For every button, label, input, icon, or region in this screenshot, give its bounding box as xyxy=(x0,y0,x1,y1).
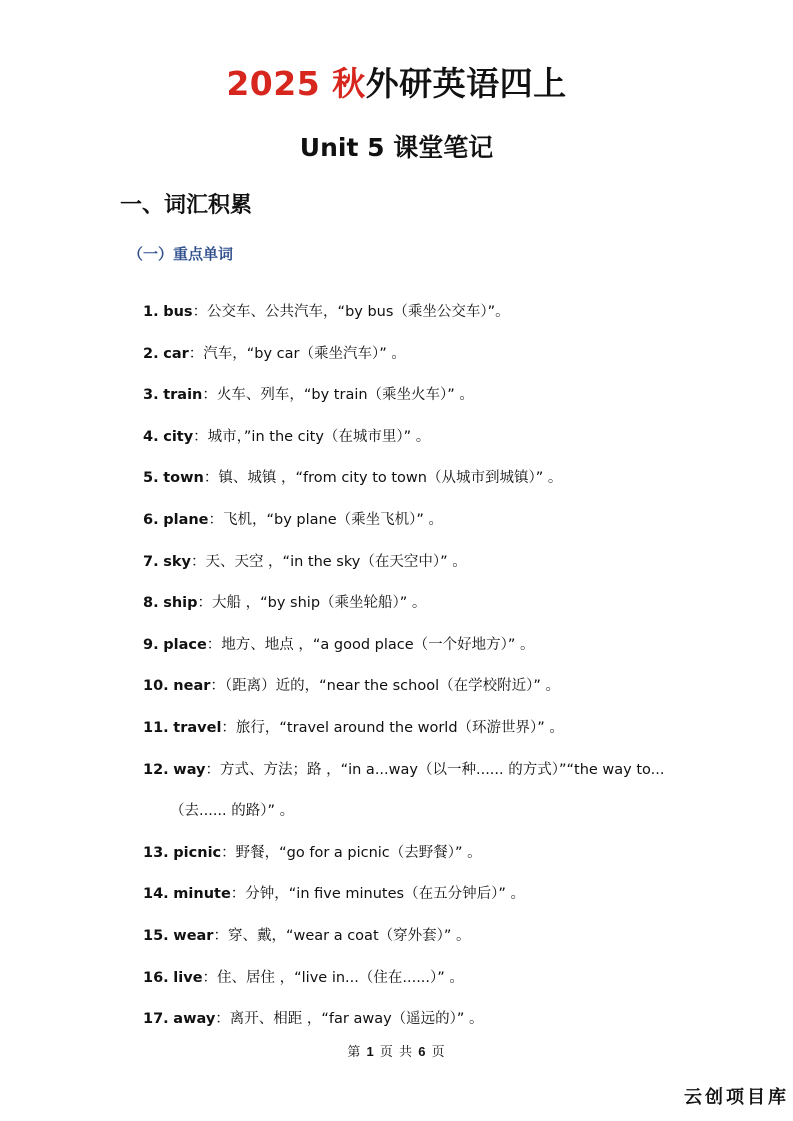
page-footer xyxy=(0,1041,793,1060)
vocab-word: travel xyxy=(173,719,222,736)
vocab-number: 13. xyxy=(143,844,169,861)
watermark-text: 云创项目库 xyxy=(684,1087,789,1108)
vocab-definition: ：野餐，“go for a picnic（去野餐）” 。 xyxy=(221,844,482,861)
vocab-item xyxy=(143,625,743,667)
footer-prefix: 第 xyxy=(347,1045,362,1060)
vocab-definition: ：方式、方法；路 ，“in a...way（以一种...... 的方式）”“the way to... xyxy=(205,761,665,778)
vocab-number: 12. xyxy=(143,761,169,778)
vocab-word: way xyxy=(173,761,206,778)
vocab-word: train xyxy=(163,387,203,404)
vocab-number: 14. xyxy=(143,886,169,903)
vocab-word: car xyxy=(163,345,189,362)
vocab-definition: ：天、天空 ，“in the sky（在天空中）” 。 xyxy=(190,553,467,570)
vocab-item xyxy=(143,750,743,833)
footer-current-page: 1 xyxy=(366,1044,375,1059)
vocab-word: ship xyxy=(163,595,198,612)
vocab-number: 9. xyxy=(143,636,159,653)
vocab-word: away xyxy=(173,1011,216,1028)
vocab-definition: ：镇、城镇 ，“from city to town（从城市到城镇）” 。 xyxy=(203,470,563,487)
vocab-number: 3. xyxy=(143,387,159,404)
vocab-number: 15. xyxy=(143,927,169,944)
vocab-item xyxy=(143,458,743,500)
vocab-definition: ：火车、列车，“by train（乘坐火车）” 。 xyxy=(202,387,474,404)
vocab-number: 10. xyxy=(143,678,169,695)
vocab-number: 1. xyxy=(143,304,159,320)
vocab-word: sky xyxy=(163,553,191,570)
vocab-word: wear xyxy=(173,927,214,944)
vocab-definition: ：旅行，“travel around the world（环游世界）” 。 xyxy=(221,719,564,736)
vocab-number: 17. xyxy=(143,1011,169,1028)
vocab-item xyxy=(143,833,743,875)
vocab-definition: ：飞机，“by plane（乘坐飞机）” 。 xyxy=(208,511,444,528)
vocab-number: 16. xyxy=(143,969,169,986)
vocab-definition-continued: （去...... 的路）” 。 xyxy=(170,803,295,820)
vocab-list xyxy=(143,292,743,1041)
vocab-definition: ：地方、地点 ，“a good place（一个好地方）” 。 xyxy=(206,636,535,653)
vocab-word: picnic xyxy=(173,844,222,861)
vocab-number: 5. xyxy=(143,470,159,487)
vocab-word: plane xyxy=(163,511,209,528)
vocab-word: town xyxy=(163,470,204,487)
section-heading: 一、词汇积累 xyxy=(120,193,253,218)
vocab-item xyxy=(143,417,743,459)
title-year: 2025 秋 xyxy=(226,64,366,103)
subsection-heading: （一）重点单词 xyxy=(128,245,234,263)
vocab-item xyxy=(143,874,743,916)
vocab-number: 4. xyxy=(143,428,159,445)
title-text: 外研英语四上 xyxy=(365,64,567,103)
vocab-definition: ：住、居住 ，“live in...（住在......）” 。 xyxy=(202,969,464,986)
vocab-definition: ：大船 ，“by ship（乘坐轮船）” 。 xyxy=(197,595,427,612)
vocab-item xyxy=(143,292,743,334)
vocab-definition: ：分钟，“in five minutes（在五分钟后）” 。 xyxy=(230,886,525,903)
vocab-item xyxy=(143,999,743,1041)
vocab-number: 6. xyxy=(143,511,159,528)
vocab-word: bus xyxy=(163,304,193,320)
vocab-number: 11. xyxy=(143,719,169,736)
vocab-definition: ：汽车，“by car（乘坐汽车）” 。 xyxy=(188,345,406,362)
vocab-number: 2. xyxy=(143,345,159,362)
vocab-definition: ：离开、相距 ，“far away（遥远的）” 。 xyxy=(215,1011,484,1028)
vocab-item xyxy=(143,666,743,708)
vocab-definition: ：城市，”in the city（在城市里）” 。 xyxy=(193,428,431,445)
vocab-definition: ：公交车、公共汽车，“by bus（乘坐公交车）”。 xyxy=(192,304,510,320)
vocab-number: 8. xyxy=(143,595,159,612)
vocab-item xyxy=(143,375,743,417)
footer-suffix: 页 xyxy=(431,1045,446,1060)
vocab-word: near xyxy=(173,678,211,695)
footer-mid: 页 共 xyxy=(379,1045,414,1060)
vocab-definition: ：穿、戴，“wear a coat（穿外套）” 。 xyxy=(213,927,471,944)
vocab-item xyxy=(143,500,743,542)
footer-total-pages: 6 xyxy=(418,1044,427,1059)
vocab-definition: ：（距离）近的，“near the school（在学校附近）” 。 xyxy=(210,678,560,695)
vocab-item xyxy=(143,542,743,584)
vocab-number: 7. xyxy=(143,553,159,570)
vocab-word: place xyxy=(163,636,207,653)
document-subtitle: Unit 5 课堂笔记 xyxy=(299,133,494,162)
vocab-item xyxy=(143,708,743,750)
vocab-item xyxy=(143,583,743,625)
vocab-word: minute xyxy=(173,886,231,903)
document-title xyxy=(0,58,793,105)
vocab-item xyxy=(143,916,743,958)
vocab-item xyxy=(143,334,743,376)
vocab-word: live xyxy=(173,969,203,986)
vocab-word: city xyxy=(163,428,194,445)
vocab-item xyxy=(143,958,743,1000)
